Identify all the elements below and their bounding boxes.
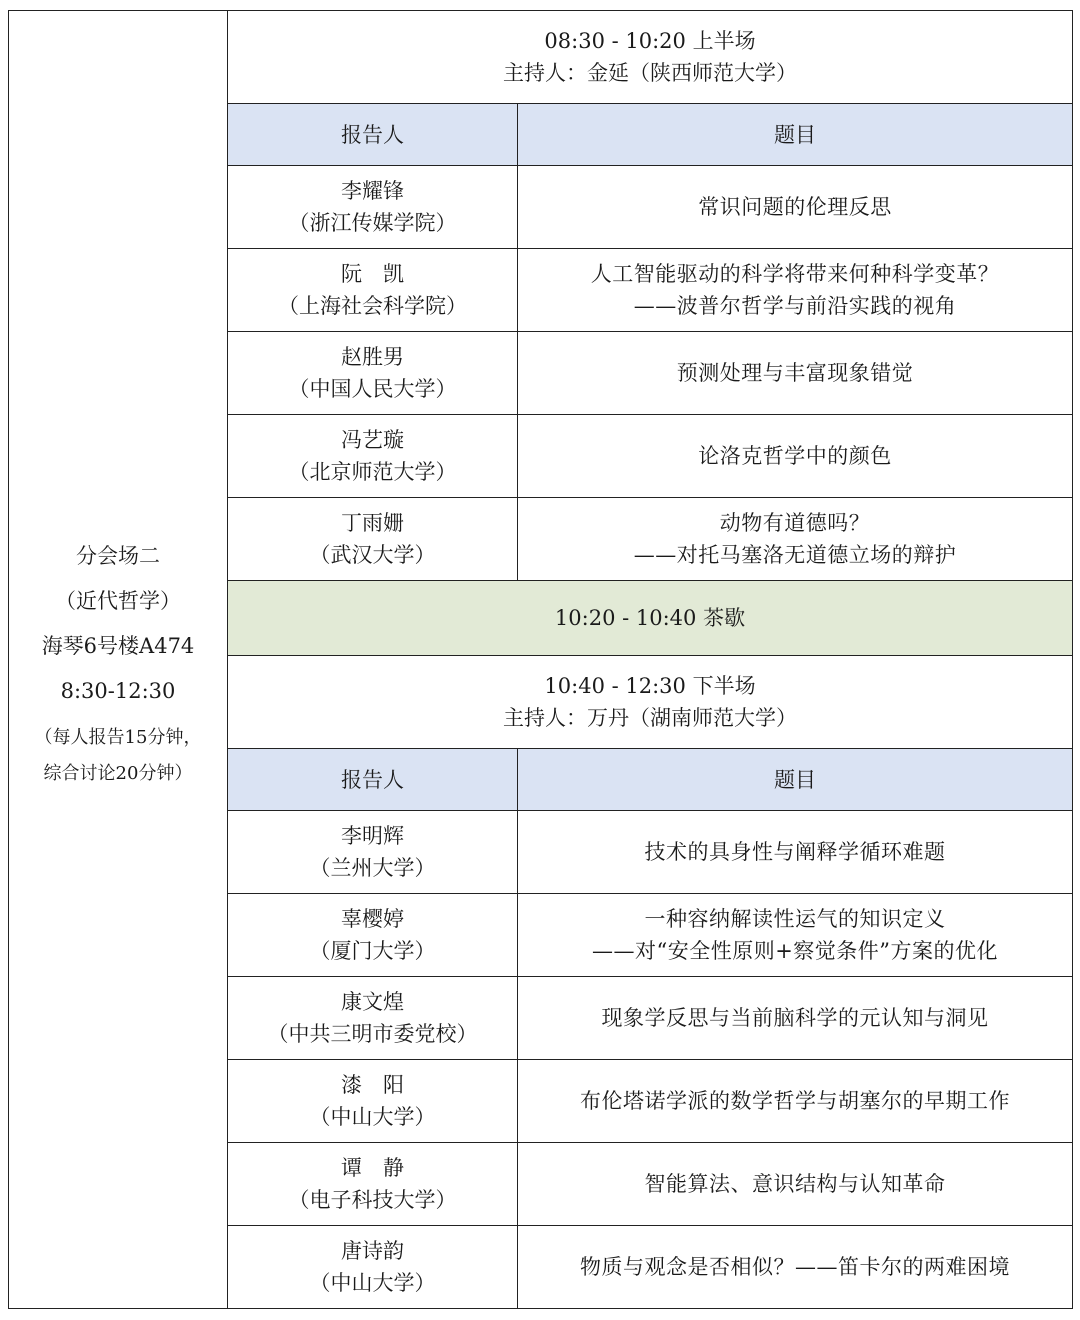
tea-break: 10:20 - 10:40 茶歇 [228, 581, 1073, 656]
venue-name: 分会场二 [76, 544, 160, 568]
presenter-name: 冯艺璇 [341, 428, 404, 452]
topic-line: 现象学反思与当前脑科学的元认知与洞见 [601, 1006, 989, 1030]
presenter-cell [228, 1143, 518, 1226]
topic-cell [518, 1143, 1073, 1226]
topic-line: 动物有道德吗？ [719, 511, 871, 535]
topic-cell [518, 1060, 1073, 1143]
topic-line: 物质与观念是否相似？——笛卡尔的两难困境 [580, 1255, 1010, 1279]
presenter-affiliation: （中共三明市委党校） [267, 1022, 478, 1046]
session2-header [228, 656, 1073, 749]
topic-cell [518, 332, 1073, 415]
topic-line: 一种容纳解读性运气的知识定义 [644, 907, 946, 931]
venue-cell [9, 11, 228, 1309]
session1-header [228, 11, 1073, 104]
topic-cell [518, 249, 1073, 332]
presenter-name: 漆 阳 [341, 1073, 404, 1097]
presenter-affiliation: （北京师范大学） [288, 460, 457, 484]
session2-host: 主持人：万丹（湖南师范大学） [503, 706, 797, 730]
presenter-name: 丁雨姗 [341, 511, 404, 535]
presenter-cell [228, 811, 518, 894]
presenter-name: 李耀锋 [341, 179, 404, 203]
presenter-name: 李明辉 [341, 824, 404, 848]
topic-cell [518, 977, 1073, 1060]
presenter-cell [228, 1226, 518, 1309]
presenter-affiliation: （武汉大学） [309, 543, 436, 567]
presenter-header: 报告人 [228, 104, 518, 166]
topic-line: ——对“安全性原则+察觉条件”方案的优化 [591, 939, 999, 963]
presenter-cell [228, 977, 518, 1060]
presenter-cell [228, 498, 518, 581]
presenter-cell [228, 415, 518, 498]
presenter-name: 赵胜男 [341, 345, 404, 369]
topic-header: 题目 [518, 104, 1073, 166]
topic-line: 人工智能驱动的科学将带来何种科学变革？ [590, 262, 1000, 286]
topic-line: 常识问题的伦理反思 [698, 195, 892, 219]
presenter-affiliation: （上海社会科学院） [278, 294, 467, 318]
topic-line: 技术的具身性与阐释学循环难题 [644, 840, 946, 864]
presenter-affiliation: （兰州大学） [309, 856, 436, 880]
presenter-affiliation: （厦门大学） [309, 939, 436, 963]
schedule-table [8, 10, 1073, 1309]
venue-theme: （近代哲学） [55, 589, 181, 613]
topic-cell [518, 811, 1073, 894]
presenter-cell [228, 894, 518, 977]
presenter-cell [228, 249, 518, 332]
presenter-name: 阮 凯 [341, 262, 404, 286]
presenter-cell [228, 166, 518, 249]
topic-cell [518, 894, 1073, 977]
presenter-affiliation: （中国人民大学） [288, 377, 457, 401]
topic-cell [518, 415, 1073, 498]
presenter-name: 谭 静 [341, 1156, 404, 1180]
venue-note-1: （每人报告15分钟， [34, 727, 202, 748]
venue-note-2: 综合讨论20分钟） [43, 763, 193, 784]
topic-line: 智能算法、意识结构与认知革命 [644, 1172, 946, 1196]
presenter-header: 报告人 [228, 749, 518, 811]
presenter-cell [228, 1060, 518, 1143]
session1-header-row [9, 11, 1073, 104]
topic-header: 题目 [518, 749, 1073, 811]
presenter-name: 辜樱婷 [341, 907, 404, 931]
topic-cell [518, 1226, 1073, 1309]
topic-line: ——对托马塞洛无道德立场的辩护 [633, 543, 957, 567]
topic-cell [518, 498, 1073, 581]
presenter-affiliation: （中山大学） [309, 1271, 436, 1295]
topic-line: 论洛克哲学中的颜色 [698, 444, 892, 468]
presenter-affiliation: （中山大学） [309, 1105, 436, 1129]
topic-line: ——波普尔哲学与前沿实践的视角 [633, 294, 957, 318]
topic-line: 布伦塔诺学派的数学哲学与胡塞尔的早期工作 [580, 1089, 1010, 1113]
session1-host: 主持人：金延（陕西师范大学） [503, 61, 797, 85]
presenter-affiliation: （电子科技大学） [288, 1188, 457, 1212]
presenter-cell [228, 332, 518, 415]
topic-cell [518, 166, 1073, 249]
session2-time: 10:40 - 12:30 下半场 [544, 674, 756, 698]
topic-line: 预测处理与丰富现象错觉 [676, 361, 914, 385]
presenter-affiliation: （浙江传媒学院） [288, 211, 457, 235]
venue-room: 海琴6号楼A474 [41, 634, 195, 658]
presenter-name: 康文煌 [341, 990, 404, 1014]
presenter-name: 唐诗韵 [341, 1239, 404, 1263]
session1-time: 08:30 - 10:20 上半场 [544, 29, 756, 53]
venue-time: 8:30-12:30 [60, 679, 176, 703]
